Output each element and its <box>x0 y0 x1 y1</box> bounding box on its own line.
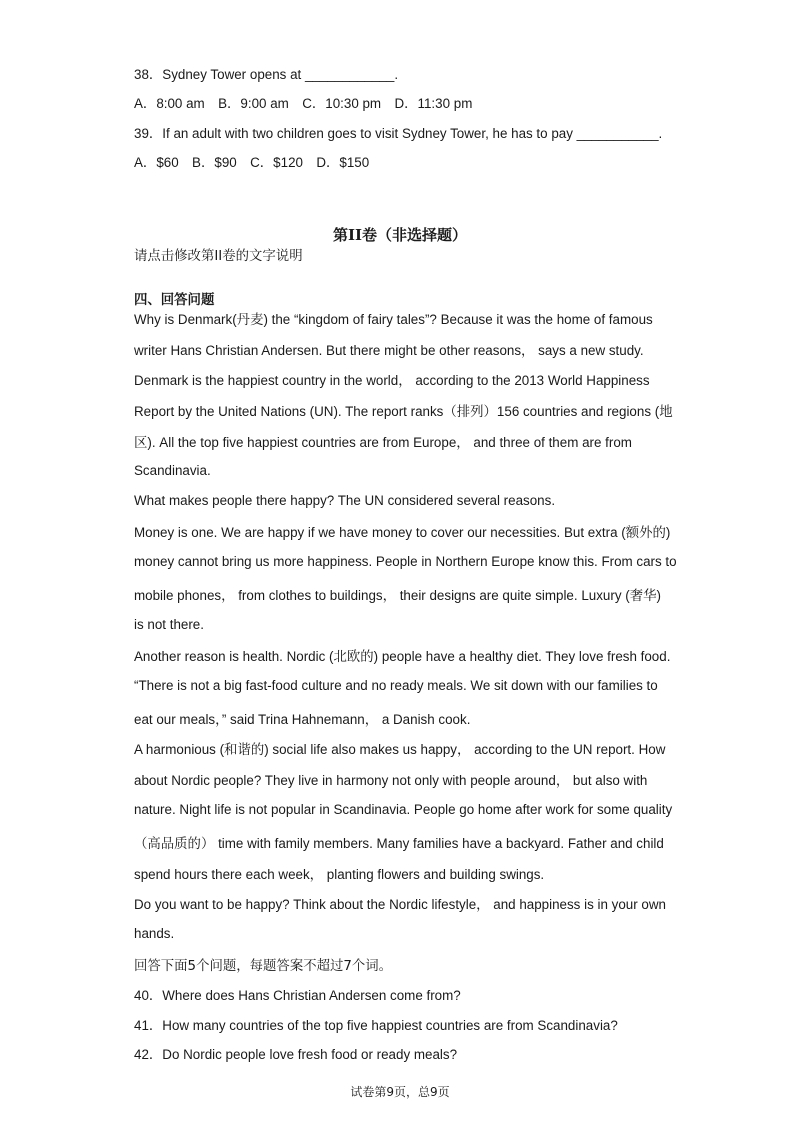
passage-line: Another reason is health. Nordic (北欧的) people have a healthy diet. They love fresh food. <box>134 649 671 664</box>
question-40: 40．Where does Hans Christian Andersen come from? <box>134 988 461 1003</box>
page-footer: 试卷第9页，总9页 <box>350 1085 450 1099</box>
passage-line: mobile phones， from clothes to buildings， their designs are quite simple. Luxury (奢华) <box>134 588 661 603</box>
section-heading: 四、回答问题 <box>134 293 215 308</box>
passage-line: What makes people there happy? The UN considered several reasons. <box>134 493 556 508</box>
passage-line: nature. Night life is not popular in Scandinavia. People go home after work for some quality <box>134 802 673 817</box>
question-38: 38．Sydney Tower opens at ____________. <box>134 67 399 82</box>
passage-line: money cannot bring us more happiness. People in Northern Europe know this. From cars to <box>134 554 677 569</box>
passage-line: spend hours there each week， planting flowers and building swings. <box>134 867 545 882</box>
passage-line: A harmonious (和谐的) social life also makes us happy， according to the UN report. How <box>134 742 666 757</box>
passage-line: Report by the United Nations (UN). The report ranks（排列）156 countries and regions (地 <box>134 404 673 419</box>
passage-line: Denmark is the happiest country in the world， according to the 2013 World Happiness <box>134 373 650 388</box>
question-38-options: A．8:00 am B．9:00 am C．10:30 pm D．11:30 pm <box>134 96 473 111</box>
passage-line: hands. <box>134 926 175 941</box>
passage-line: about Nordic people? They live in harmony not only with people around， but also with <box>134 773 648 788</box>
passage-line: Money is one. We are happy if we have money to cover our necessities. But extra (额外的) <box>134 525 671 540</box>
section-title: 第II卷（非选择题） <box>332 226 468 244</box>
answer-instruction: 回答下面5个问题，每题答案不超过7个词。 <box>134 959 393 974</box>
section-subtitle: 请点击修改第II卷的文字说明 <box>134 249 303 264</box>
passage-line: Do you want to be happy? Think about the Nordic lifestyle， and happiness is in your own <box>134 897 666 912</box>
passage-line: eat our meals，” said Trina Hahnemann， a Danish cook. <box>134 712 471 727</box>
question-39-options: A．$60 B．$90 C．$120 D．$150 <box>134 155 370 170</box>
passage-line: “There is not a big fast-food culture and no ready meals. We sit down with our families to <box>134 678 658 693</box>
passage-line: Scandinavia. <box>134 463 211 478</box>
passage-line: Why is Denmark(丹麦) the “kingdom of fairy tales”? Because it was the home of famous <box>134 312 653 327</box>
question-39: 39．If an adult with two children goes to visit Sydney Tower, he has to pay ___________. <box>134 126 663 141</box>
passage-line: writer Hans Christian Andersen. But there might be other reasons， says a new study. <box>134 343 644 358</box>
question-41: 41．How many countries of the top five happiest countries are from Scandinavia? <box>134 1018 618 1033</box>
passage-line: （高品质的） time with family members. Many families have a backyard. Father and child <box>134 836 664 851</box>
question-42: 42．Do Nordic people love fresh food or ready meals? <box>134 1047 458 1062</box>
passage-line: 区). All the top five happiest countries are from Europe， and three of them are from <box>134 435 632 450</box>
passage-line: is not there. <box>134 617 204 632</box>
